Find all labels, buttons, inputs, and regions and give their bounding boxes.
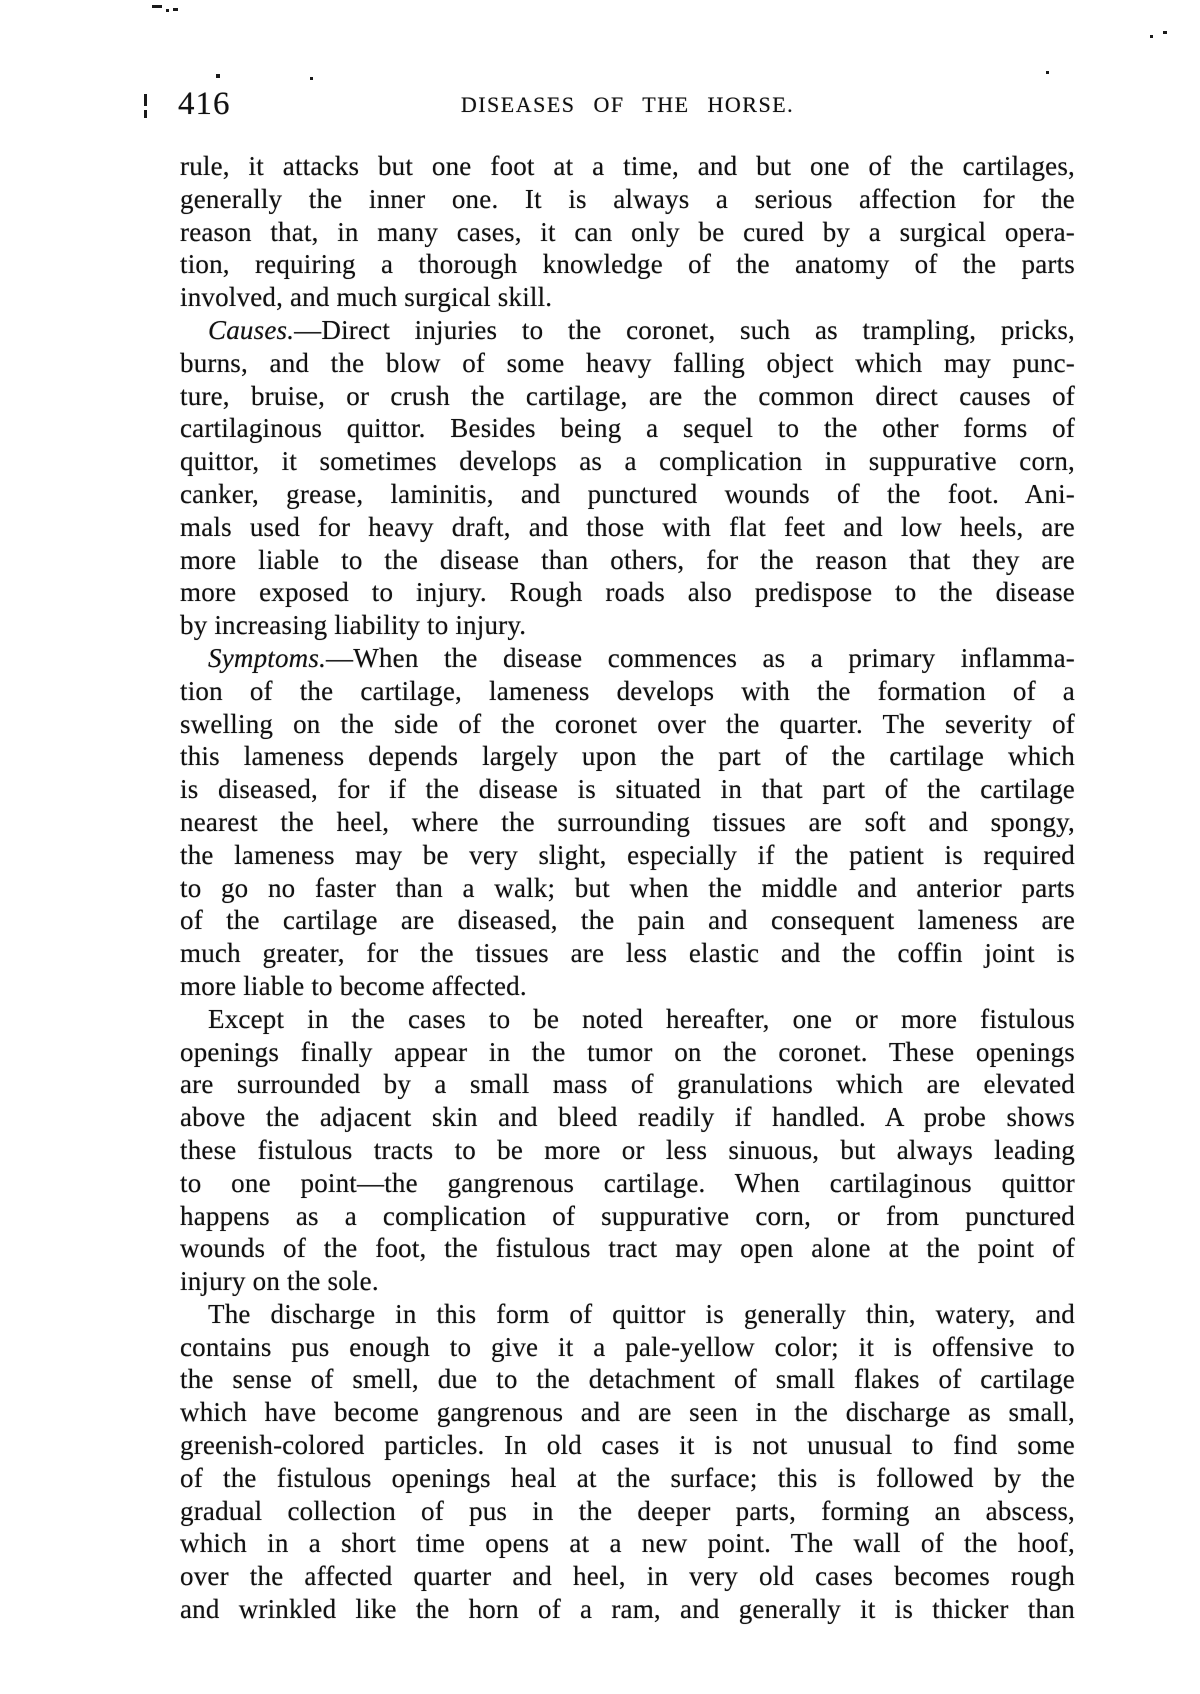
- text-line: which in a short time opens at a new point. The wall of the hoof,: [180, 1528, 1075, 1559]
- text-line: canker, grease, laminitis, and punctured wounds of the foot. Ani-: [180, 478, 1075, 509]
- scan-speck: [310, 77, 313, 80]
- text-line: quittor, it sometimes develops as a complication in suppurative corn,: [180, 446, 1075, 477]
- text-line: happens as a complication of suppurative corn, or from punctured: [180, 1200, 1075, 1231]
- text-line: more liable to the disease than others, for the reason that they are: [180, 544, 1075, 575]
- text-line: more exposed to injury. Rough roads also predispose to the disease: [180, 577, 1075, 608]
- text-line: greenish-colored particles. In old cases it is not unusual to find some: [180, 1430, 1075, 1461]
- text-line: the sense of smell, due to the detachment of small flakes of cartilage: [180, 1364, 1075, 1395]
- paragraph: [180, 642, 1075, 1003]
- running-header: DISEASES OF THE HORSE.: [460, 92, 795, 117]
- scan-speck: [216, 74, 220, 78]
- text-line: ture, bruise, or crush the cartilage, are the common direct causes of: [180, 380, 1075, 411]
- scan-speck: [166, 9, 169, 12]
- scan-speck: [1046, 71, 1049, 74]
- text-line: over the affected quarter and heel, in very old cases becomes rough: [180, 1561, 1075, 1592]
- text-line: injury on the sole.: [180, 1266, 379, 1297]
- text-line: reason that, in many cases, it can only be cured by a surgical opera-: [180, 216, 1075, 247]
- paragraph: [180, 1003, 1075, 1298]
- text-line: above the adjacent skin and bleed readily if handled. A probe shows: [180, 1102, 1075, 1133]
- paragraph: [180, 150, 1075, 314]
- text-line: these fistulous tracts to be more or less sinuous, but always leading: [180, 1134, 1075, 1165]
- text-line: The discharge in this form of quittor is generally thin, watery, and: [208, 1298, 1075, 1329]
- page-number: 416: [178, 86, 231, 122]
- text-line: more liable to become affected.: [180, 970, 527, 1001]
- paragraph: [180, 314, 1075, 642]
- paragraph-lead-word: Causes.: [208, 314, 295, 345]
- text-line: which have become gangrenous and are seen in the discharge as small,: [180, 1397, 1075, 1428]
- text-line: burns, and the blow of some heavy falling object which may punc-: [180, 347, 1075, 378]
- text-line: Symptoms.—When the disease commences as a primary inflamma-: [208, 642, 1075, 673]
- text-line: are surrounded by a small mass of granulations which are elevated: [180, 1069, 1075, 1100]
- scan-speck: [1150, 35, 1153, 38]
- paragraph: [180, 1298, 1075, 1626]
- text-line: the lameness may be very slight, especially if the patient is required: [180, 839, 1075, 870]
- scan-speck: [1163, 31, 1167, 34]
- text-line: of the fistulous openings heal at the surface; this is followed by the: [180, 1462, 1075, 1493]
- text-line: to one point—the gangrenous cartilage. When cartilaginous quittor: [180, 1167, 1075, 1198]
- text-line: is diseased, for if the disease is situated in that part of the cartilage: [180, 774, 1075, 805]
- text-line: to go no faster than a walk; but when the middle and anterior parts: [180, 872, 1075, 903]
- text-line: nearest the heel, where the surrounding tissues are soft and spongy,: [180, 806, 1075, 837]
- text-line: by increasing liability to injury.: [180, 610, 527, 641]
- text-line: cartilaginous quittor. Besides being a sequel to the other forms of: [180, 413, 1075, 444]
- text-line: mals used for heavy draft, and those with flat feet and low heels, are: [180, 511, 1075, 542]
- text-line: of the cartilage are diseased, the pain and consequent lameness are: [180, 905, 1075, 936]
- text-line: this lameness depends largely upon the part of the cartilage which: [180, 741, 1075, 772]
- text-line: involved, and much surgical skill.: [180, 282, 553, 313]
- scan-speck: [152, 5, 162, 8]
- text-line: tion, requiring a thorough knowledge of the anatomy of the parts: [180, 249, 1075, 280]
- text-line: generally the inner one. It is always a serious affection for the: [180, 183, 1075, 214]
- text-line: swelling on the side of the coronet over the quarter. The severity of: [180, 708, 1075, 739]
- text-line: Except in the cases to be noted hereafter, one or more fistulous: [208, 1003, 1075, 1034]
- text-line: and wrinkled like the horn of a ram, and generally it is thicker than: [180, 1594, 1075, 1625]
- text-line: tion of the cartilage, lameness develops with the formation of a: [180, 675, 1075, 706]
- text-line: wounds of the foot, the fistulous tract may open alone at the point of: [180, 1233, 1075, 1264]
- scan-speck: [173, 8, 178, 11]
- text-line: Causes.—Direct injuries to the coronet, such as trampling, pricks,: [208, 314, 1075, 345]
- text-line: much greater, for the tissues are less elastic and the coffin joint is: [180, 938, 1075, 969]
- scan-speck: [144, 94, 147, 106]
- scan-speck: [144, 110, 147, 118]
- text-line: openings finally appear in the tumor on the coronet. These openings: [180, 1036, 1075, 1067]
- text-line: contains pus enough to give it a pale-yellow color; it is offensive to: [180, 1331, 1075, 1362]
- text-block: [180, 150, 1075, 1626]
- paragraph-lead-word: Symptoms.: [208, 642, 327, 673]
- text-line: rule, it attacks but one foot at a time, and but one of the cartilages,: [180, 151, 1075, 181]
- text-line: gradual collection of pus in the deeper parts, forming an abscess,: [180, 1495, 1075, 1526]
